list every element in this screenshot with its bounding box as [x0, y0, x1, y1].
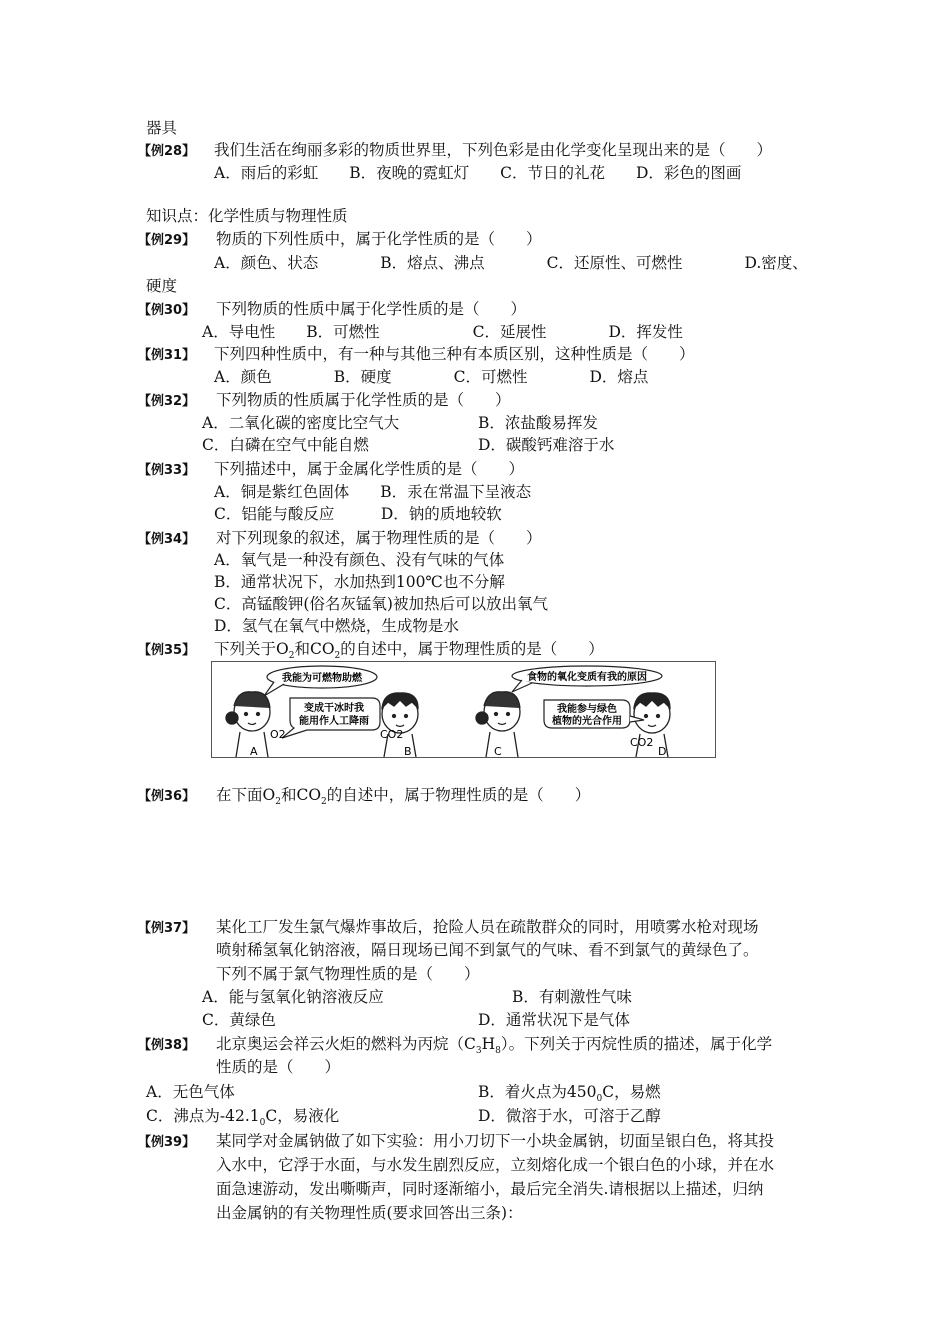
option-a: A．能与氢氧化钠溶液反应 [202, 988, 384, 1006]
question-tag: 【例34】 [138, 532, 196, 547]
option-c: C．黄绿色 [202, 1011, 276, 1029]
question-stem: 物质的下列性质中，属于化学性质的是（ ） [216, 230, 542, 248]
bubble-text: 能用作人工降雨 [299, 716, 369, 727]
question-stem: 对下列现象的叙述，属于物理性质的是（ ） [216, 529, 542, 547]
boy-figure-b [382, 693, 418, 757]
panel-label-b: B [404, 745, 412, 757]
option-a: A．氧气是一种没有颜色、没有气味的气体 [214, 551, 505, 569]
bubble-text: 食物的氧化变质有我的原因 [527, 672, 647, 683]
molecule-label: O2 [270, 728, 286, 741]
question-tag: 【例30】 [138, 303, 196, 318]
question-tag: 【例32】 [138, 394, 196, 409]
option-c: C．白磷在空气中能自燃 [202, 436, 369, 454]
question-tag: 【例31】 [138, 348, 196, 363]
question-tag: 【例37】 [138, 921, 196, 936]
question-stem: 下列关于$O_2$和$CO_2$的自述中，属于物理性质的是（ ） [214, 640, 604, 661]
question-tag: 【例35】 [138, 643, 196, 658]
question-options: C．铝能与酸反应 D．钠的质地较软 [214, 505, 502, 523]
bubble-text: 我能参与绿色 [557, 704, 617, 715]
question-stem: 在下面$O_2$和$CO_2$的自述中，属于物理性质的是（ ） [216, 786, 591, 807]
panel-label-c: C [494, 745, 502, 757]
molecule-label: CO2 [380, 728, 404, 741]
question-stem: 下列四种性质中，有一种与其他三种有本质区别，这种性质是（ ） [214, 345, 695, 363]
question-stem: 我们生活在绚丽多彩的物质世界里，下列色彩是由化学变化呈现出来的是（ ） [214, 141, 773, 159]
question-stem-cont: 下列不属于氯气物理性质的是（ ） [216, 965, 480, 983]
question-stem-cont: 喷射稀氢氧化钠溶液，隔日现场已闻不到氯气的气味、看不到氯气的黄绿色了。 [216, 941, 759, 959]
question-tag: 【例29】 [138, 233, 196, 248]
question-tag: 【例28】 [138, 144, 196, 159]
option-b: B．着火点为$450_0C$，易燃 [478, 1083, 661, 1104]
option-d: D．微溶于水，可溶于乙醇 [478, 1107, 661, 1125]
option-b: B．有刺激性气味 [512, 988, 632, 1006]
question-options: A．雨后的彩虹 B．夜晚的霓虹灯 C．节日的礼花 D．彩色的图画 [214, 164, 742, 182]
option-d: D．氢气在氧气中燃烧，生成物是水 [214, 617, 459, 635]
question-options: A．铜是紫红色固体 B．汞在常温下呈液态 [214, 483, 532, 501]
question-stem: 下列物质的性质中属于化学性质的是（ ） [216, 300, 527, 318]
panel-label-d: D [658, 745, 667, 757]
question-options-cont: 硬度 [146, 277, 178, 295]
question-stem: 某化工厂发生氯气爆炸事故后，抢险人员在疏散群众的同时，用喷雾水枪对现场 [216, 918, 759, 936]
question-stem: 下列物质的性质属于化学性质的是（ ） [216, 391, 511, 409]
bubble-text: 植物的光合作用 [552, 716, 622, 727]
option-c: C．高锰酸钾(俗名灰锰氧)被加热后可以放出氧气 [214, 595, 548, 613]
question-stem-cont: 出金属钠的有关物理性质(要求回答出三条)： [216, 1204, 523, 1222]
question-tag: 【例39】 [138, 1135, 196, 1150]
molecule-label: CO2 [630, 736, 654, 749]
option-a: A．无色气体 [146, 1083, 235, 1101]
question-stem: 北京奥运会祥云火炬的燃料为丙烷$(C_3H_8)$。下列关于丙烷性质的描述，属于化学 [216, 1035, 773, 1056]
question-stem-cont: 面急速游动，发出嘶嘶声，同时逐渐缩小，最后完全消失.请根据以上描述，归纳 [216, 1180, 764, 1198]
question-options: A．颜色、状态 B．熔点、沸点 C．还原性、可燃性 D.密度、 [214, 254, 808, 272]
question-stem-cont: 性质的是（ ） [216, 1058, 341, 1076]
panel-label-a: A [250, 745, 258, 757]
option-d: D．通常状况下是气体 [478, 1011, 630, 1029]
question-tag: 【例38】 [138, 1038, 196, 1053]
bubble-text: 我能为可燃物助燃 [282, 673, 362, 684]
question-options: A．导电性 B．可燃性 C．延展性 D．挥发性 [202, 323, 683, 341]
option-b: B．通常状况下，水加热到100℃也不分解 [214, 573, 505, 591]
question-stem-cont: 入水中，它浮于水面，与水发生剧烈反应，立刻熔化成一个银白色的小球，并在水 [216, 1156, 775, 1174]
bubble-text: 变成干冰时我 [304, 703, 364, 714]
question-options: A．颜色 B．硬度 C．可燃性 D．熔点 [214, 368, 649, 386]
text-line: 器具 [146, 119, 178, 137]
option-d: D．碳酸钙难溶于水 [478, 436, 615, 454]
question-stem: 下列描述中，属于金属化学性质的是（ ） [214, 460, 525, 478]
option-b: B．浓盐酸易挥发 [478, 414, 598, 432]
illustration-figure [211, 661, 716, 758]
question-stem: 某同学对金属钠做了如下实验：用小刀切下一小块金属钠，切面呈银白色，将其投 [216, 1132, 775, 1150]
cartoon-illustration [212, 662, 715, 757]
question-tag: 【例36】 [138, 789, 196, 804]
option-c: C．沸点为$-42.1_0C$，易液化 [146, 1107, 340, 1128]
girl-figure-a [226, 692, 270, 757]
section-heading: 知识点：化学性质与物理性质 [146, 207, 348, 225]
question-tag: 【例33】 [138, 463, 196, 478]
option-a: A．二氧化碳的密度比空气大 [202, 414, 400, 432]
